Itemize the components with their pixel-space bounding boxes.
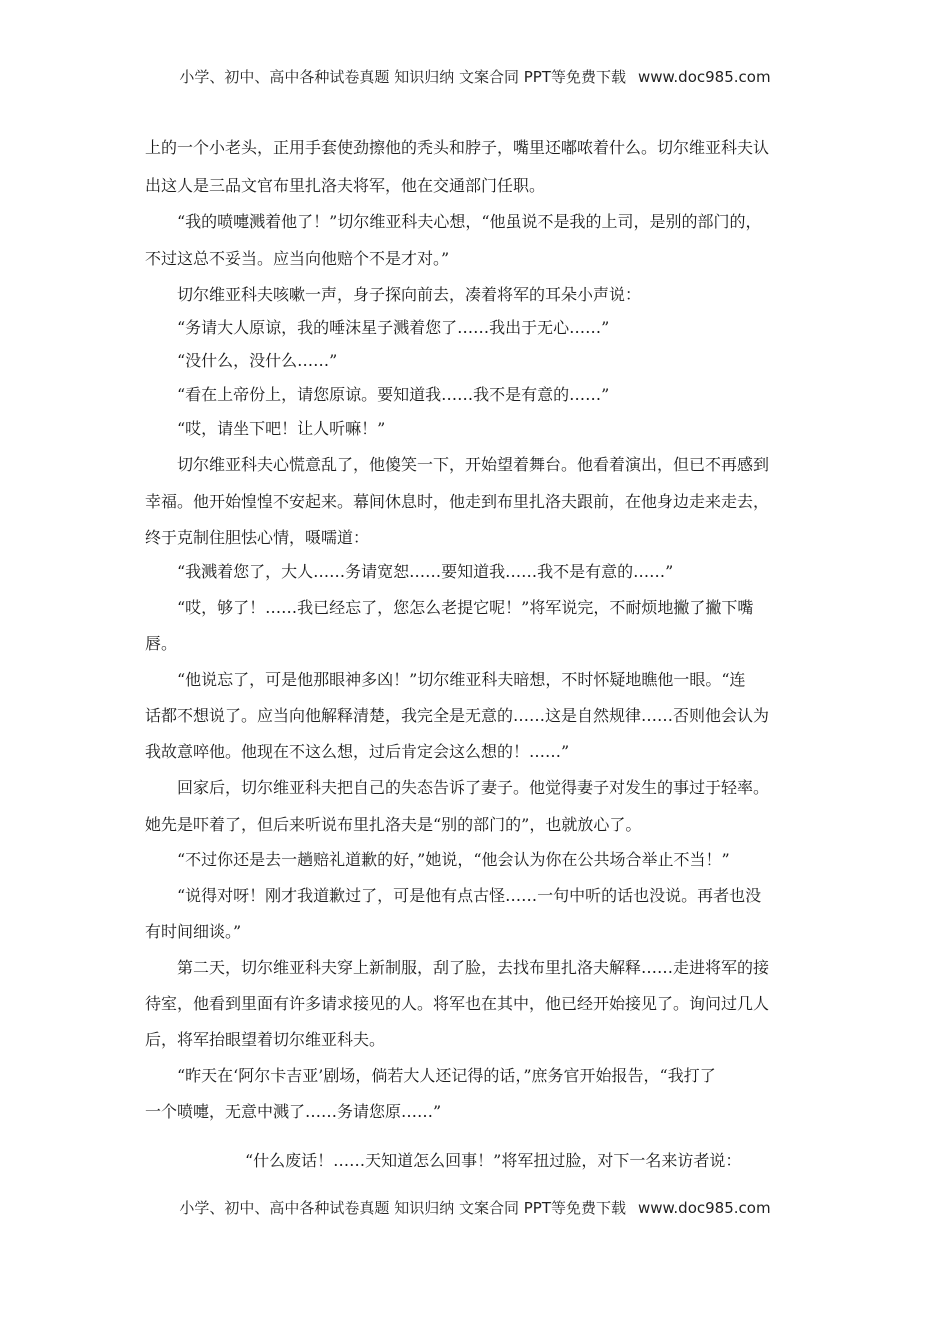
header-url[interactable]: www.doc985.com <box>637 68 771 86</box>
text-line: “我溅着您了，大人……务请宽恕……要知道我……我不是有意的……” <box>177 562 674 581</box>
text-line: 有时间细谈。” <box>145 922 242 941</box>
text-line: 上的一个小老头，正用手套使劲擦他的秃头和脖子，嘴里还嘟哝着什么。切尔维亚科夫认 <box>145 138 770 157</box>
text-line: “哎，够了！……我已经忘了，您怎么老提它呢！”将军说完，不耐烦地撇了撇下嘴 <box>177 598 754 617</box>
text-line: 切尔维亚科夫心慌意乱了，他傻笑一下，开始望着舞台。他看着演出，但已不再感到 <box>177 455 770 474</box>
text-line: “没什么，没什么……” <box>177 351 338 370</box>
text-line: “看在上帝份上，请您原谅。要知道我……我不是有意的……” <box>177 385 610 404</box>
text-line: 唇。 <box>145 634 178 653</box>
text-line: “务请大人原谅，我的唾沫星子溅着您了……我出于无心……” <box>177 318 610 337</box>
text-line: “不过你还是去一趟赔礼道歉的好，”她说，“他会认为你在公共场合举止不当！” <box>177 850 730 869</box>
header-banner <box>0 66 950 87</box>
text-line: 终于克制住胆怯心情，嗫嚅道： <box>145 528 370 547</box>
text-line: 我故意啐他。他现在不这么想，过后肯定会这么想的！……” <box>145 742 570 761</box>
text-line: “他说忘了，可是他那眼神多凶！”切尔维亚科夫暗想，不时怀疑地瞧他一眼。“连 <box>177 670 746 689</box>
footer-text: 小学、初中、高中各种试卷真题 知识归纳 文案合同 PPT等免费下载 <box>179 1199 626 1217</box>
text-line: “说得对呀！刚才我道歉过了，可是他有点古怪……一句中听的话也没说。再者也没 <box>177 886 762 905</box>
text-line: 后，将军抬眼望着切尔维亚科夫。 <box>145 1030 386 1049</box>
text-line: 切尔维亚科夫咳嗽一声，身子探向前去，凑着将军的耳朵小声说： <box>177 285 642 304</box>
text-line: 她先是吓着了，但后来听说布里扎洛夫是“别的部门的”，也就放心了。 <box>145 815 642 834</box>
text-line: 出这人是三品文官布里扎洛夫将军，他在交通部门任职。 <box>145 176 546 195</box>
text-line: 第二天，切尔维亚科夫穿上新制服，刮了脸，去找布里扎洛夫解释……走进将军的接 <box>177 958 770 977</box>
footer-banner <box>0 1197 950 1218</box>
text-line: “我的喷嚏溅着他了！”切尔维亚科夫心想，“他虽说不是我的上司，是别的部门的， <box>177 212 762 231</box>
text-line: 待室，他看到里面有许多请求接见的人。将军也在其中，他已经开始接见了。询问过几人 <box>145 994 770 1013</box>
text-line: 话都不想说了。应当向他解释清楚，我完全是无意的……这是自然规律……否则他会认为 <box>145 706 770 725</box>
text-line: “昨天在‘阿尔卡吉亚’剧场，倘若大人还记得的话，”庶务官开始报告，“我打了 <box>177 1066 716 1085</box>
text-line: 幸福。他开始惶惶不安起来。幕间休息时，他走到布里扎洛夫跟前，在他身边走来走去， <box>145 492 770 511</box>
text-line: 不过这总不妥当。应当向他赔个不是才对。” <box>145 249 450 268</box>
text-line: “什么废话！……天知道怎么回事！”将军扭过脸，对下一名来访者说： <box>245 1151 742 1170</box>
text-line: 一个喷嚏，无意中溅了……务请您原……” <box>145 1102 442 1121</box>
footer-url[interactable]: www.doc985.com <box>637 1199 771 1217</box>
text-line: “哎，请坐下吧！让人听嘛！” <box>177 419 386 438</box>
header-text: 小学、初中、高中各种试卷真题 知识归纳 文案合同 PPT等免费下载 <box>179 68 626 86</box>
text-line: 回家后，切尔维亚科夫把自己的失态告诉了妻子。他觉得妻子对发生的事过于轻率。 <box>177 778 770 797</box>
